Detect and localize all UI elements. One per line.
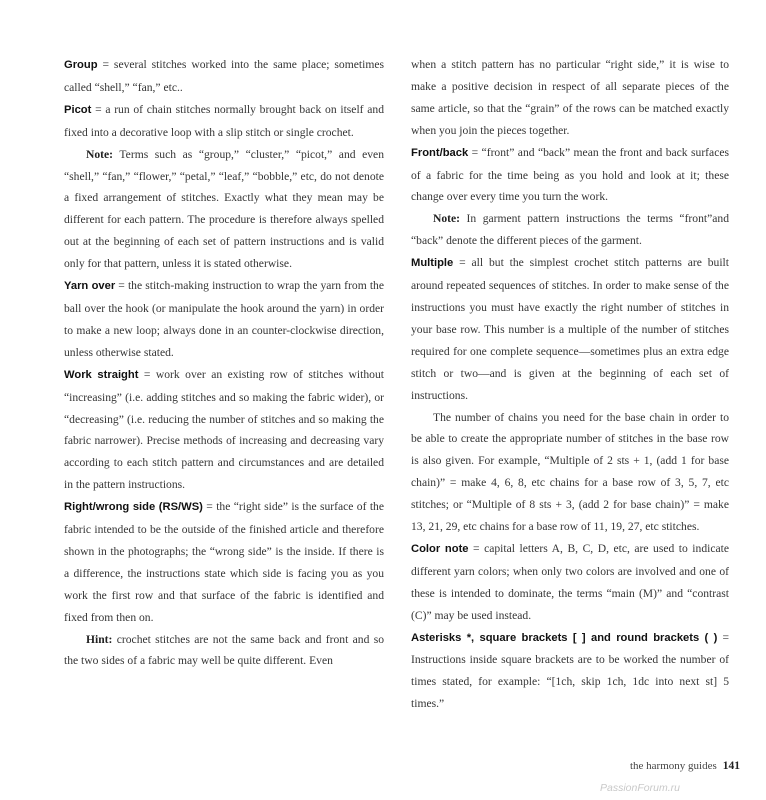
page-number: 141	[722, 760, 740, 772]
term-label: Yarn over	[64, 280, 116, 293]
glossary-entry-work-straight	[64, 364, 384, 496]
glossary-entry-group	[64, 54, 384, 99]
note-label: Note:	[433, 212, 461, 226]
term-label: Color note	[411, 542, 469, 555]
glossary-entry-front-back	[411, 142, 729, 209]
note-text: In garment pattern instructions the terms “front”and “back” denote the different pieces of the garment.	[411, 212, 729, 248]
term-definition: = work over an existing row of stitches without “increasing” (i.e. adding stitches and so making the fabric wider), or “decreasing” (i.e. reducing the number of stitches and so making the fabric narrower). Precise methods of increasing and decreasing vary according to each stitch pattern and circumstances and are detailed in the pattern instructions.	[64, 367, 384, 492]
hint-label: Hint:	[86, 632, 113, 646]
term-label: Group	[64, 59, 98, 71]
term-definition: = the “right side” is the surface of the fabric intended to be the outside of the finished article and therefore shown in the photographs; the “wrong side” is the inside. If there is a difference, the instructions state which side is facing you as you work the first row and that surface of the fabric is identified and fixed from then on.	[64, 500, 384, 624]
term-definition: = the stitch-making instruction to wrap the yarn from the ball over the hook (or manipulate the hook around the yarn) in order to make a new loop; always done in an counter-clockwise direction, unless otherwise stated.	[64, 279, 384, 359]
glossary-entry-color-note	[411, 538, 729, 627]
term-label: Asterisks *, square brackets [ ] and round brackets ( )	[411, 631, 718, 644]
note-label: Note:	[86, 147, 114, 161]
term-label: Picot	[64, 103, 92, 116]
term-definition: = a run of chain stitches normally brought back on itself and fixed into a decorative loop with a slip stitch or single crochet.	[64, 102, 384, 139]
term-definition: = “front” and “back” mean the front and back surfaces of a fabric for the time being as you hold and look at it; these change over every time you turn the work.	[411, 145, 729, 204]
hint-text: crochet stitches are not the same back and front and so the two sides of a fabric may well be quite different. Even	[64, 632, 384, 668]
term-definition: = capital letters A, B, C, D, etc, are used to indicate different yarn colors; when only two colors are involved and one of these is intended to dominate, the terms “main (M)” and “contrast (C)” may be used instead.	[411, 541, 729, 622]
continued-paragraph: when a stitch pattern has no particular “right side,” it is wise to make a positive decision in respect of all separate pieces of the same article, so that the “grain” of the rows can be matched exactly when you join the pieces together.	[411, 58, 729, 137]
left-column	[64, 54, 384, 672]
term-definition: = several stitches worked into the same place; sometimes called “shell,” “fan,” etc..	[64, 58, 384, 94]
note-paragraph	[411, 208, 729, 252]
glossary-entry-brackets	[411, 627, 729, 716]
term-label: Right/wrong side (RS/WS)	[64, 501, 203, 514]
page-footer	[560, 760, 740, 772]
glossary-entry-picot	[64, 99, 384, 144]
right-column	[411, 54, 729, 715]
book-title: the harmony guides	[629, 760, 717, 772]
note-paragraph	[64, 144, 384, 275]
term-definition: = all but the simplest crochet stitch patterns are built around repeated sequences of stitches. In order to make sense of the instructions you must have exactly the right number of stitches in your base row. This number is a multiple of the number of stitches required for one complete sequence—sometimes plus an extra edge stitch or two—and is given at the beginning of each set of instructions.	[411, 256, 729, 402]
term-label: Multiple	[411, 257, 454, 270]
glossary-entry-right-wrong-side	[64, 496, 384, 628]
term-label: Work straight	[64, 368, 139, 381]
glossary-entry-multiple	[411, 252, 729, 406]
term-label: Front/back	[411, 146, 469, 159]
glossary-entry-yarn-over	[64, 275, 384, 364]
watermark: PassionForum.ru	[600, 782, 680, 794]
note-text: Terms such as “group,” “cluster,” “picot,” and even “shell,” “fan,” “flower,” “petal,” “leaf,” “bobble,” etc, do not denote a fixed arrangement of stitches. Exactly what they mean may be different for each pattern. The procedure is therefore always spelled out at the beginning of each set of pattern instructions and is valid only for that pattern, unless it is stated otherwise.	[64, 147, 384, 271]
term-definition: = Instructions inside square brackets are to be worked the number of times stated, for example: “[1ch, skip 1ch, 1dc into next st] 5 times.”	[411, 630, 730, 711]
base-chain-paragraph: The number of chains you need for the base chain in order to be able to create the appropriate number of stitches in the base row is also given. For example, “Multiple of 2 sts + 1, (add 1 for base chain)” = make 4, 6, 8, etc chains for a base row of 3, 5, 7, etc stitches; or “Multiple of 8 sts + 3, (add 2 for base chain)” = make 13, 21, 29, etc chains for a base row of 11, 19, 27, etc stitches.	[411, 410, 729, 534]
hint-paragraph	[64, 629, 384, 673]
